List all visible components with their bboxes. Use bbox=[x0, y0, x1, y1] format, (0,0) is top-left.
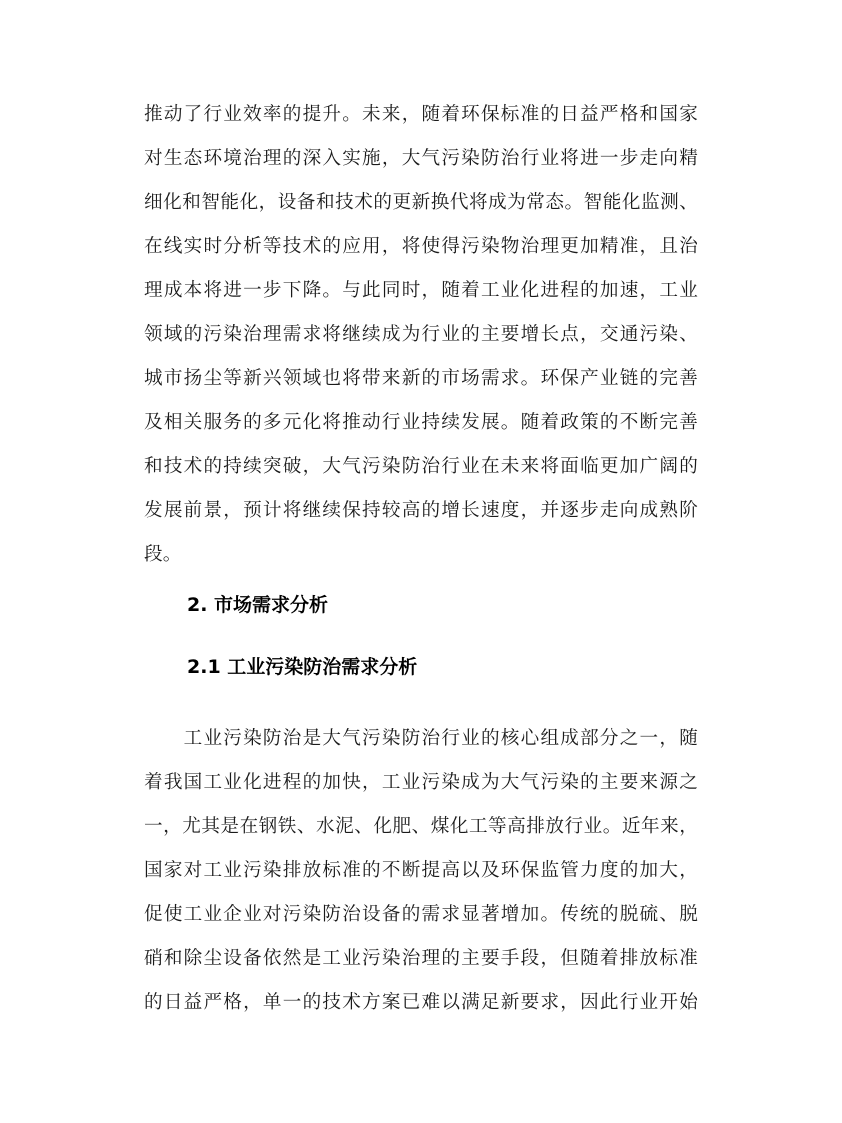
section-heading-2-1: 2.1 工业污染防治需求分析 bbox=[187, 656, 418, 678]
paragraph-1-line: 对生态环境治理的深入实施，大气污染防治行业将进一步走向精 bbox=[144, 148, 698, 169]
paragraph-1-line: 理成本将进一步下降。与此同时，随着工业化进程的加速，工业 bbox=[144, 280, 698, 301]
paragraph-1-line: 领域的污染治理需求将继续成为行业的主要增长点，交通污染、 bbox=[144, 324, 698, 345]
section-heading-2: 2. 市场需求分析 bbox=[187, 594, 329, 616]
paragraph-1-line: 及相关服务的多元化将推动行业持续发展。随着政策的不断完善 bbox=[144, 412, 698, 433]
paragraph-2-line: 一，尤其是在钢铁、水泥、化肥、煤化工等高排放行业。近年来， bbox=[144, 816, 698, 837]
paragraph-1-line: 和技术的持续突破，大气污染防治行业在未来将面临更加广阔的 bbox=[144, 456, 698, 477]
paragraph-2-line: 促使工业企业对污染防治设备的需求显著增加。传统的脱硫、脱 bbox=[144, 904, 698, 925]
paragraph-1-line: 在线实时分析等技术的应用，将使得污染物治理更加精准，且治 bbox=[144, 236, 698, 257]
paragraph-2-line: 工业污染防治是大气污染防治行业的核心组成部分之一，随 bbox=[144, 728, 698, 749]
paragraph-1-line: 推动了行业效率的提升。未来，随着环保标准的日益严格和国家 bbox=[144, 104, 698, 125]
paragraph-1-line: 细化和智能化，设备和技术的更新换代将成为常态。智能化监测、 bbox=[144, 192, 698, 213]
paragraph-1-line: 城市扬尘等新兴领域也将带来新的市场需求。环保产业链的完善 bbox=[144, 368, 698, 389]
paragraph-2-line: 国家对工业污染排放标准的不断提高以及环保监管力度的加大， bbox=[144, 860, 698, 881]
paragraph-2-line: 着我国工业化进程的加快，工业污染成为大气污染的主要来源之 bbox=[144, 772, 698, 793]
paragraph-1-line: 发展前景，预计将继续保持较高的增长速度，并逐步走向成熟阶 bbox=[144, 500, 698, 521]
paragraph-1-line: 段。 bbox=[144, 544, 182, 565]
paragraph-2-line: 的日益严格，单一的技术方案已难以满足新要求，因此行业开始 bbox=[144, 992, 698, 1013]
paragraph-2-line: 硝和除尘设备依然是工业污染治理的主要手段，但随着排放标准 bbox=[144, 948, 698, 969]
